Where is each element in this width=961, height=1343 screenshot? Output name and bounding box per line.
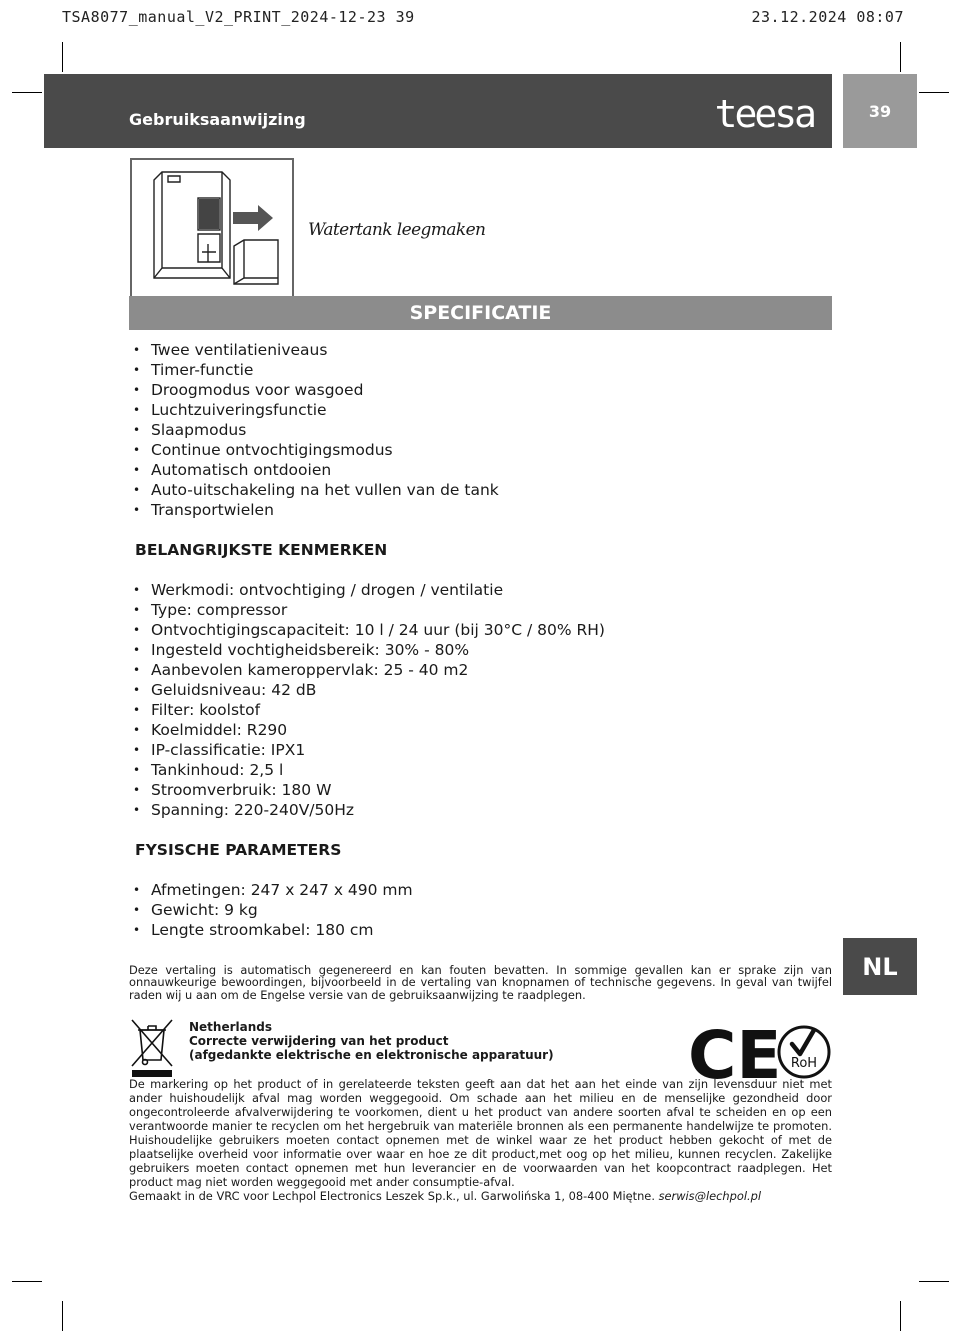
list-item: • Type: compressor	[130, 600, 605, 620]
list-item: • Aanbevolen kameroppervlak: 25 - 40 m2	[130, 660, 605, 680]
list-item: • Luchtzuiveringsfunctie	[130, 400, 499, 420]
crop-mark	[12, 1281, 42, 1282]
list-item: • Continue ontvochtigingsmodus	[130, 440, 499, 460]
list-item: • Transportwielen	[130, 500, 499, 520]
list-item: • Gewicht: 9 kg	[130, 900, 413, 920]
list-item: • Auto-uitschakeling na het vullen van de tank	[130, 480, 499, 500]
header-title: Gebruiksaanwijzing	[129, 110, 306, 129]
crop-mark	[62, 1301, 63, 1331]
page-number: 39	[843, 74, 917, 148]
list-item: • Tankinhoud: 2,5 l	[130, 760, 605, 780]
crop-mark	[900, 42, 901, 72]
key-features-heading: BELANGRIJKSTE KENMERKEN	[135, 541, 388, 559]
list-item: • Spanning: 220-240V/50Hz	[130, 800, 605, 820]
physical-params-heading: FYSISCHE PARAMETERS	[135, 841, 342, 859]
list-item: • Geluidsniveau: 42 dB	[130, 680, 605, 700]
list-item: • Slaapmodus	[130, 420, 499, 440]
print-timestamp: 23.12.2024 08:07	[751, 8, 904, 26]
list-item: • Koelmiddel: R290	[130, 720, 605, 740]
figure-caption: Watertank leegmaken	[308, 220, 486, 240]
list-item: • Ontvochtigingscapaciteit: 10 l / 24 uur (bij 30°C / 80% RH)	[130, 620, 605, 640]
disposal-heading-block	[189, 1020, 554, 1062]
manufacturer-line	[129, 1189, 761, 1203]
rohs-mark: RoH	[790, 1056, 818, 1071]
crop-mark	[900, 1301, 901, 1331]
list-item: • Filter: koolstof	[130, 700, 605, 720]
crop-mark	[12, 92, 42, 93]
print-file-label: TSA8077_manual_V2_PRINT_2024-12-23 39	[62, 8, 415, 26]
crop-mark	[919, 92, 949, 93]
disposal-subheading: (afgedankte elektrische en elektronische apparatuur)	[189, 1048, 554, 1062]
list-item: • Stroomverbruik: 180 W	[130, 780, 605, 800]
spec-heading: SPECIFICATIE	[129, 296, 832, 330]
header-bar	[44, 74, 832, 148]
physical-params-list	[130, 880, 413, 940]
list-item: • Automatisch ontdooien	[130, 460, 499, 480]
water-tank-illustration	[130, 158, 294, 300]
disposal-body: De markering op het product of in gerelateerde teksten geeft aan dat het aan het einde van zijn levensduur niet met ander huishoudelijk afval mag worden weggegooid. Om schade aan het milieu en de menselijke gezondheid door ongecontroleerde afvalverwijdering te voorkomen, dient u het product van andere soorten afval te scheiden en op een verantwoorde manier te recyclen om het hergebruik van materiële bronnen als een permanente handelwijze te promoten. Huishoudelijke gebruikers moeten contact opnemen met de winkel waar ze het product hebben gekocht of met de plaatselijke overheid voor informatie over waar en hoe ze dit product,met oog op het milieu, kunnen recyclen. Zakelijke gebruikers moeten contact opnemen met hun leverancier en de voorwaarden van het koopcontract raadplegen. Het product mag niet worden weggegooid met ander consumptie-afval.	[129, 1077, 832, 1189]
translation-note: Deze vertaling is automatisch gegenereerd en kan fouten bevatten. In sommige gevallen kan er sprake zijn van onnauwkeurige bewoordingen, bijvoorbeeld in de vertaling van knopnamen of technische gegevens. In geval van twijfel raden wij u aan om de Engelse versie van de gebruiksaanwijzing te raadplegen.	[129, 963, 832, 1002]
list-item: • Afmetingen: 247 x 247 x 490 mm	[130, 880, 413, 900]
disposal-heading: Correcte verwijdering van het product	[189, 1034, 449, 1048]
key-features-list	[130, 580, 605, 820]
list-item: • Lengte stroomkabel: 180 cm	[130, 920, 413, 940]
ce-mark: CE	[688, 1022, 782, 1082]
list-item: • Werkmodi: ontvochtiging / drogen / ventilatie	[130, 580, 605, 600]
list-item: • Ingesteld vochtigheidsbereik: 30% - 80%	[130, 640, 605, 660]
weee-bin-icon	[128, 1016, 176, 1078]
service-email[interactable]: serwis@lechpol.pl	[658, 1189, 762, 1203]
language-tab: NL	[843, 938, 917, 995]
brand-logo: teesa	[714, 92, 814, 136]
feature-list	[130, 340, 499, 520]
manufacturer-text: Gemaakt in de VRC voor Lechpol Electronics Leszek Sp.k., ul. Garwolińska 1, 08-400 Miętne.	[129, 1189, 655, 1203]
list-item: • Droogmodus voor wasgoed	[130, 380, 499, 400]
crop-mark	[919, 1281, 949, 1282]
list-item: • Timer-functie	[130, 360, 499, 380]
list-item: • Twee ventilatieniveaus	[130, 340, 499, 360]
certification-marks	[688, 1022, 834, 1082]
crop-mark	[62, 42, 63, 72]
list-item: • IP-classificatie: IPX1	[130, 740, 605, 760]
dehumidifier-drawing	[132, 160, 292, 298]
disposal-country: Netherlands	[189, 1020, 273, 1034]
